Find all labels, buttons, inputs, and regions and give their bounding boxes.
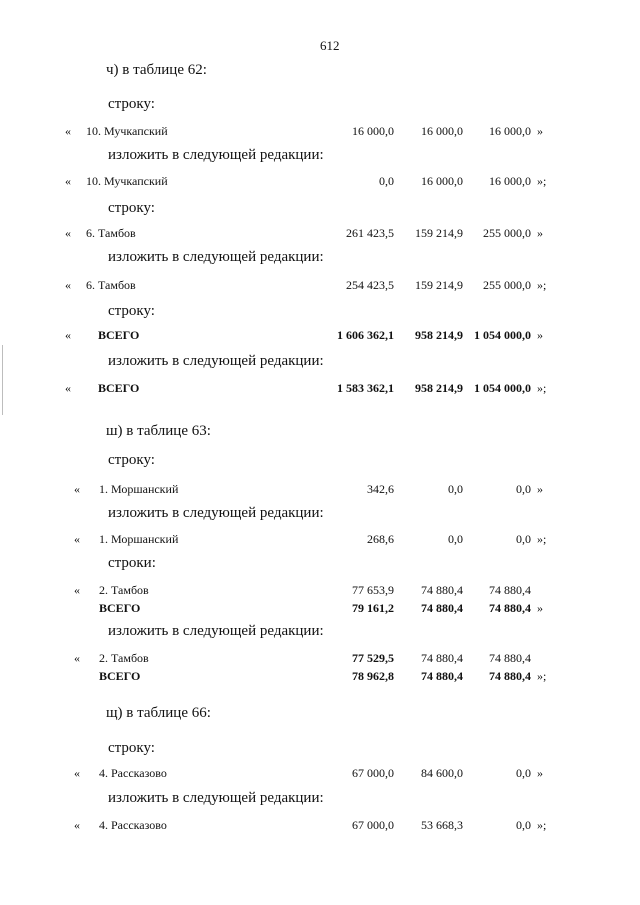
row-value: 958 214,9 <box>415 328 463 342</box>
table-row <box>0 766 640 786</box>
table-row <box>0 669 640 689</box>
row-value: 159 214,9 <box>415 278 463 292</box>
row-name: 4. Рассказово <box>99 818 167 832</box>
row-name: 6. Тамбов <box>86 278 136 292</box>
row-value: 67 000,0 <box>352 766 394 780</box>
open-quote: « <box>74 583 80 597</box>
table-row <box>0 532 640 552</box>
row-value: 74 880,4 <box>421 583 463 597</box>
row-name: 10. Мучкапский <box>86 174 168 188</box>
close-quote: » <box>537 328 543 342</box>
table-row <box>0 601 640 621</box>
row-value: 79 161,2 <box>352 601 394 615</box>
table-row <box>0 278 640 298</box>
row-value: 1 054 000,0 <box>474 381 531 395</box>
row-name: 1. Моршанский <box>99 532 179 546</box>
open-quote: « <box>65 328 71 342</box>
open-quote: « <box>74 818 80 832</box>
page-number: 612 <box>320 38 340 53</box>
close-quote: »; <box>537 532 547 546</box>
row-value: 84 600,0 <box>421 766 463 780</box>
table-row <box>0 226 640 246</box>
row-value: 0,0 <box>448 532 463 546</box>
instruction-label: изложить в следующей редакции: <box>108 505 324 521</box>
close-quote: »; <box>537 818 547 832</box>
row-value: 254 423,5 <box>346 278 394 292</box>
table-row <box>0 328 640 348</box>
row-value: 255 000,0 <box>483 278 531 292</box>
close-quote: »; <box>537 174 547 188</box>
open-quote: « <box>74 651 80 665</box>
row-value: 16 000,0 <box>489 124 531 138</box>
row-name: ВСЕГО <box>98 328 140 342</box>
close-quote: » <box>537 482 543 496</box>
close-quote: » <box>537 601 543 615</box>
row-value: 74 880,4 <box>489 651 531 665</box>
row-value: 1 054 000,0 <box>474 328 531 342</box>
row-value: 0,0 <box>448 482 463 496</box>
instruction-label: строки: <box>108 555 156 571</box>
row-value: 74 880,4 <box>489 583 531 597</box>
instruction-label: изложить в следующей редакции: <box>108 147 324 163</box>
instruction-label: строку: <box>108 200 155 216</box>
table-row <box>0 818 640 838</box>
row-name: ВСЕГО <box>99 601 141 615</box>
row-value: 958 214,9 <box>415 381 463 395</box>
close-quote: » <box>537 124 543 138</box>
row-value: 16 000,0 <box>421 174 463 188</box>
row-value: 67 000,0 <box>352 818 394 832</box>
table-row <box>0 651 640 671</box>
instruction-label: изложить в следующей редакции: <box>108 623 324 639</box>
open-quote: « <box>74 532 80 546</box>
close-quote: » <box>537 226 543 240</box>
row-value: 16 000,0 <box>421 124 463 138</box>
row-value: 74 880,4 <box>421 651 463 665</box>
row-name: ВСЕГО <box>98 381 140 395</box>
row-value: 0,0 <box>516 482 531 496</box>
section-heading: ч) в таблице 62: <box>106 62 207 78</box>
instruction-label: строку: <box>108 452 155 468</box>
row-name: 4. Рассказово <box>99 766 167 780</box>
table-row <box>0 482 640 502</box>
row-value: 0,0 <box>516 818 531 832</box>
table-row <box>0 381 640 401</box>
close-quote: »; <box>537 278 547 292</box>
instruction-label: строку: <box>108 303 155 319</box>
row-value: 268,6 <box>367 532 394 546</box>
open-quote: « <box>65 381 71 395</box>
close-quote: »; <box>537 669 547 683</box>
row-value: 0,0 <box>516 766 531 780</box>
row-value: 74 880,4 <box>489 669 531 683</box>
close-quote: »; <box>537 381 547 395</box>
instruction-label: строку: <box>108 96 155 112</box>
section-heading: ш) в таблице 63: <box>106 423 211 439</box>
instruction-label: изложить в следующей редакции: <box>108 353 324 369</box>
open-quote: « <box>65 278 71 292</box>
row-value: 77 653,9 <box>352 583 394 597</box>
row-value: 0,0 <box>516 532 531 546</box>
instruction-label: изложить в следующей редакции: <box>108 790 324 806</box>
row-value: 1 583 362,1 <box>337 381 394 395</box>
row-value: 1 606 362,1 <box>337 328 394 342</box>
row-value: 255 000,0 <box>483 226 531 240</box>
row-name: 1. Моршанский <box>99 482 179 496</box>
row-name: 6. Тамбов <box>86 226 136 240</box>
row-value: 53 668,3 <box>421 818 463 832</box>
close-quote: » <box>537 766 543 780</box>
open-quote: « <box>65 226 71 240</box>
row-value: 74 880,4 <box>421 669 463 683</box>
row-value: 16 000,0 <box>489 174 531 188</box>
row-value: 342,6 <box>367 482 394 496</box>
open-quote: « <box>74 766 80 780</box>
open-quote: « <box>65 124 71 138</box>
instruction-label: строку: <box>108 740 155 756</box>
table-row <box>0 174 640 194</box>
scan-edge-mark <box>2 345 3 415</box>
row-value: 0,0 <box>379 174 394 188</box>
row-name: 10. Мучкапский <box>86 124 168 138</box>
row-name: 2. Тамбов <box>99 651 149 665</box>
row-value: 74 880,4 <box>421 601 463 615</box>
row-value: 77 529,5 <box>352 651 394 665</box>
row-value: 74 880,4 <box>489 601 531 615</box>
table-row <box>0 583 640 603</box>
row-value: 159 214,9 <box>415 226 463 240</box>
section-heading: щ) в таблице 66: <box>106 705 211 721</box>
row-value: 261 423,5 <box>346 226 394 240</box>
row-name: 2. Тамбов <box>99 583 149 597</box>
row-value: 16 000,0 <box>352 124 394 138</box>
row-value: 78 962,8 <box>352 669 394 683</box>
row-name: ВСЕГО <box>99 669 141 683</box>
open-quote: « <box>74 482 80 496</box>
instruction-label: изложить в следующей редакции: <box>108 249 324 265</box>
table-row <box>0 124 640 144</box>
open-quote: « <box>65 174 71 188</box>
